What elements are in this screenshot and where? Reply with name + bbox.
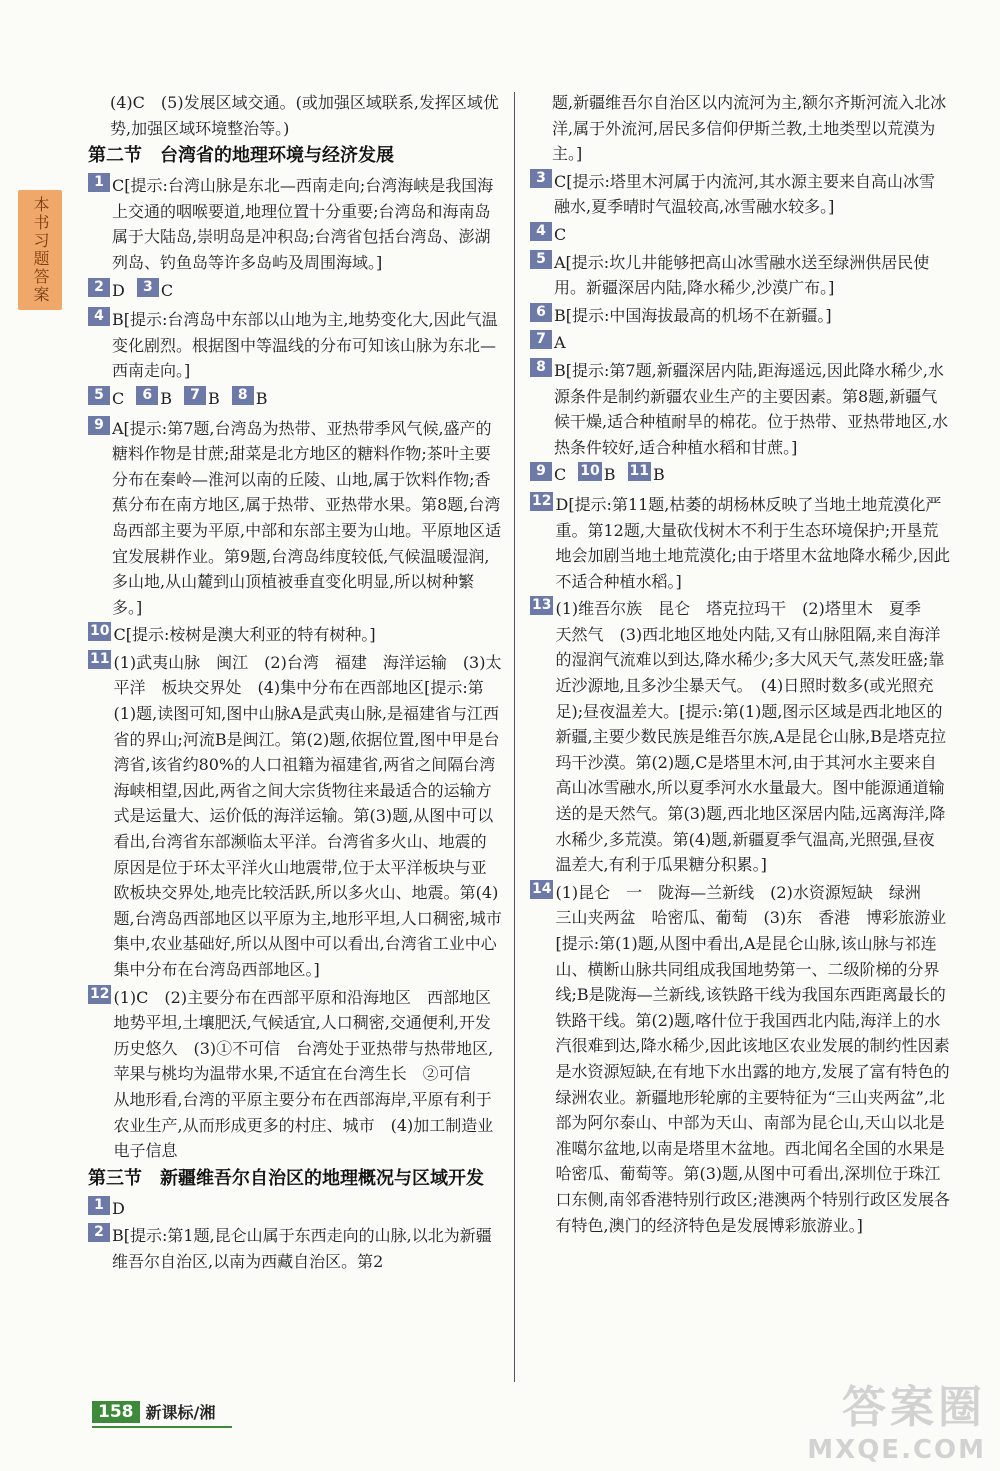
answer-number: 12 <box>90 985 110 1002</box>
answer-number: 4 <box>530 222 552 241</box>
answer-row-2-3 <box>88 278 502 304</box>
answer-s3-12 <box>530 492 950 594</box>
page-footer <box>92 1400 215 1423</box>
answer-s3-5 <box>530 250 950 301</box>
answer-number: 2 <box>88 1223 110 1242</box>
answer-text: (1)武夷山脉 闽江 (2)台湾 福建 海洋运输 (3)太平洋 板块交界处 (4)集中分布在西部地区[提示:第(1)题,读图可知,图中山脉A是武夷山脉,是福建省与江西省的界山;河流B是闽江。第(2)题,依据位置,图中甲是台湾省,该省约80%的人口祖籍为福建省,两省之间隔台湾海峡相望,因此,两省之间大宗货物往来最适合的运输方式是运量大、运价低的海洋运输。第(3)题,从图中可以看出,台湾省东部濒临太平洋。台湾省多火山、地震的原因是位于环太平洋火山地震带,位于太平洋板块与亚欧板块交界处,地壳比较活跃,所以多火山、地震。第(4)题,台湾岛西部地区以平原为主,地形平坦,人口稠密,城市集中,农业基础好,所以从图中可以看出,台湾省工业中心集中分布在台湾岛西部地区。] <box>113 652 502 979</box>
answer-number: 7 <box>530 330 552 349</box>
answer-number: 9 <box>88 416 110 435</box>
left-column <box>88 90 510 1277</box>
answer-number: 11 <box>90 650 110 667</box>
answer-text: B <box>652 465 665 485</box>
watermark <box>807 1371 986 1465</box>
page-number: 158 <box>92 1401 140 1423</box>
answer-number: 14 <box>532 880 552 897</box>
answer-number: 8 <box>530 358 552 377</box>
answer-number: 5 <box>88 386 110 405</box>
answer-text: C[提示:塔里木河属于内流河,其水源主要来自高山冰雪融水,夏季晴时气温较高,冰雪融水较多。] <box>554 171 935 217</box>
answer-text: D <box>112 280 125 300</box>
answer-number: 10 <box>580 463 600 480</box>
answer-4 <box>88 307 502 384</box>
answer-number: 2 <box>88 278 110 297</box>
answer-10 <box>88 622 502 648</box>
answer-s3-4 <box>530 222 950 248</box>
answer-number: 7 <box>184 386 206 405</box>
answer-text: B[提示:台湾岛中东部以山地为主,地势变化大,因此气温变化剧烈。根据图中等温线的分布可知该山脉为东北—西南走向。] <box>112 310 498 381</box>
answer-number: 11 <box>629 463 649 480</box>
answer-number: 6 <box>530 303 552 322</box>
answer-number: 1 <box>88 1196 110 1215</box>
answer-text: (1)C (2)主要分布在西部平原和沿海地区 西部地区地势平坦,土壤肥沃,气候适宜,人口稠密,交通便利,开发历史悠久 (3)①不可信 台湾处于亚热带与热带地区,苹果与桃均为温带水果,不适宜在台湾生长 ②可信 从地形看,台湾的平原主要分布在西部海岸,平原有利于农业生产,从而形成更多的村庄、城市 (4)加工制造业 电子信息 <box>113 987 510 1161</box>
right-column <box>530 90 950 1240</box>
answer-text: A <box>554 333 566 353</box>
answer-11 <box>88 650 502 983</box>
intro-text: (4)C (5)发展区域交通。(或加强区域联系,发挥区域优势,加强区域环境整治等。) <box>110 93 499 138</box>
answer-s3-1 <box>88 1196 502 1222</box>
answer-number: 6 <box>136 386 158 405</box>
answer-text: (1)昆仑 一 陇海—兰新线 (2)水资源短缺 绿洲 三山夹两盆 哈密瓜、葡萄 (3)东 香港 博彩旅游业[提示:第(1)题,从图中看出,A是昆仑山脉,该山脉与祁连山、横断山脉共同组成我国地势第一、二级阶梯的分界线;B是陇海—兰新线,该铁路干线为我国东西距离最长的铁路干线。第(2)题,喀什位于我国西北内陆,海洋上的水汽很难到达,降水稀少,因此该地区农业发展的制约性因素是水资源短缺,在有地下水出露的地方,发展了富有特色的绿洲农业。新疆地形轮廓的主要特征为“三山夹两盆”,北部为阿尔泰山、中部为天山、南部为昆仑山,天山以北是准噶尔盆地,以南是塔里木盆地。西北闻名全国的水果是哈密瓜、葡萄等。第(3)题,从图中可看出,深圳位于珠江口东侧,南邻香港特别行政区;港澳两个特别行政区发展各有特色,澳门的经济特色是发展博彩旅游业。] <box>555 882 950 1235</box>
section-3-title: 第三节 新疆维吾尔自治区的地理概况与区域开发 <box>88 1167 484 1189</box>
answer-number: 4 <box>88 307 110 326</box>
answer-text: A[提示:第7题,台湾岛为热带、亚热带季风气候,盛产的糖料作物是甘蔗;甜菜是北方地区的糖料作物;茶叶主要分布在秦岭—淮河以南的丘陵、山地,属于饮料作物;香蕉分布在南方地区,属于热带、亚热带水果。第8题,台湾岛西部主要为平原,中部和东部主要为山地。平原地区适宜发展耕作业。第9题,台湾岛纬度较低,气候温暖湿润,多山地,从山麓到山顶植被垂直变化明显,所以树种繁多。] <box>112 418 502 617</box>
edition-label: 新课标/湘 <box>145 1403 216 1422</box>
answer-row-5-8 <box>88 386 502 412</box>
answer-number: 10 <box>90 623 110 640</box>
answer-text: (1)维吾尔族 昆仑 塔克拉玛干 (2)塔里木 夏季 天然气 (3)西北地区地处内陆,又有山脉阻隔,来自海洋的湿润气流难以到达,降水稀少;多大风天气,蒸发旺盛;靠近沙源地,且多沙尘暴天气。 (4)日照时数多(或光照充足);昼夜温差大。[提示:第(1)题,图示区域是西北地区的新疆,主要少数民族是维吾尔族,A是昆仑山脉,B是塔克拉玛干沙漠。第(2)题,C是塔里木河,由于其河水主要来自高山冰雪融水,所以夏季河水水量最大。图中能源通道输送的是天然气。第(3)题,西北地区深居内陆,远离海洋,降水稀少,多荒漠。第(4)题,新疆夏季气温高,光照强,昼夜温差大,有利于瓜果糖分积累。] <box>555 599 947 875</box>
answer-text: D <box>112 1198 125 1218</box>
answer-s3-6 <box>530 303 950 329</box>
answer-text: C[提示:台湾山脉是东北—西南走向;台湾海峡是我国海上交通的咽喉要道,地理位置十分重要;台湾岛和海南岛属于大陆岛,崇明岛是冲积岛;台湾省包括台湾岛、澎湖列岛、钓鱼岛等许多岛屿及周围海域。] <box>112 176 494 272</box>
answer-text: B[提示:中国海拔最高的机场不在新疆。] <box>554 305 832 325</box>
answer-text: B[提示:第1题,昆仑山属于东西走向的山脉,以北为新疆维吾尔自治区,以南为西藏自治区。第2 <box>112 1226 492 1271</box>
answer-s3-7 <box>530 330 950 356</box>
answer-text: C[提示:桉树是澳大利亚的特有树种。] <box>113 625 376 645</box>
answer-s3-2 <box>88 1223 502 1274</box>
answer-1 <box>88 173 502 275</box>
answer-text: A[提示:坎儿井能够把高山冰雪融水送至绿洲供居民使用。新疆深居内陆,降水稀少,沙漠广布。] <box>554 252 930 298</box>
answer-text: B <box>255 388 268 408</box>
watermark-url: MXQE.COM <box>807 1435 986 1465</box>
answer-12 <box>88 985 510 1164</box>
answer-text: C <box>112 388 125 408</box>
side-tab: 本书习题答案 <box>18 190 62 310</box>
answer-number: 3 <box>530 169 552 188</box>
answer-text: C <box>554 224 567 244</box>
answer-number: 12 <box>532 492 552 509</box>
answer-text: C <box>554 465 567 485</box>
answer-number: 1 <box>88 173 110 192</box>
answer-s3-13 <box>530 596 950 878</box>
answer-number: 3 <box>137 278 159 297</box>
answer-s3-14 <box>530 880 950 1238</box>
answer-s3-8 <box>530 358 950 460</box>
answer-text: B[提示:第7题,新疆深居内陆,距海遥远,因此降水稀少,水源条件是制约新疆农业生产的主要因素。第8题,新疆气候干燥,适合种植耐旱的棉花。位于热带、亚热带地区,水热条件较好,适合种植水稻和甘蔗。] <box>554 360 949 457</box>
answer-number: 9 <box>530 462 552 481</box>
answer-9 <box>88 416 502 621</box>
continued-text: 题,新疆维吾尔自治区以内流河为主,额尔齐斯河流入北冰洋,属于外流河,居民多信仰伊斯兰教,土地类型以荒漠为主。] <box>552 93 947 164</box>
section-2-title: 第二节 台湾省的地理环境与经济发展 <box>88 145 394 167</box>
answer-number: 13 <box>532 597 552 614</box>
answer-number: 5 <box>530 250 552 269</box>
watermark-logo: 答案圈 <box>842 1382 986 1433</box>
answer-text: B <box>160 388 173 408</box>
column-divider <box>514 92 515 1382</box>
answer-number: 8 <box>232 386 254 405</box>
answer-text: B <box>603 465 616 485</box>
footer-rule <box>92 1426 232 1428</box>
answer-text: D[提示:第11题,枯萎的胡杨林反映了当地土地荒漠化严重。第12题,大量砍伐树木不利于生态环境保护;开垦荒地会加剧当地土地荒漠化;由于塔里木盆地降水稀少,因此不适合种植水稻。] <box>555 494 950 591</box>
answer-text: C <box>160 280 174 300</box>
answer-s3-3 <box>530 169 950 220</box>
answer-row-9-11 <box>530 462 950 488</box>
answer-text: B <box>208 388 220 408</box>
